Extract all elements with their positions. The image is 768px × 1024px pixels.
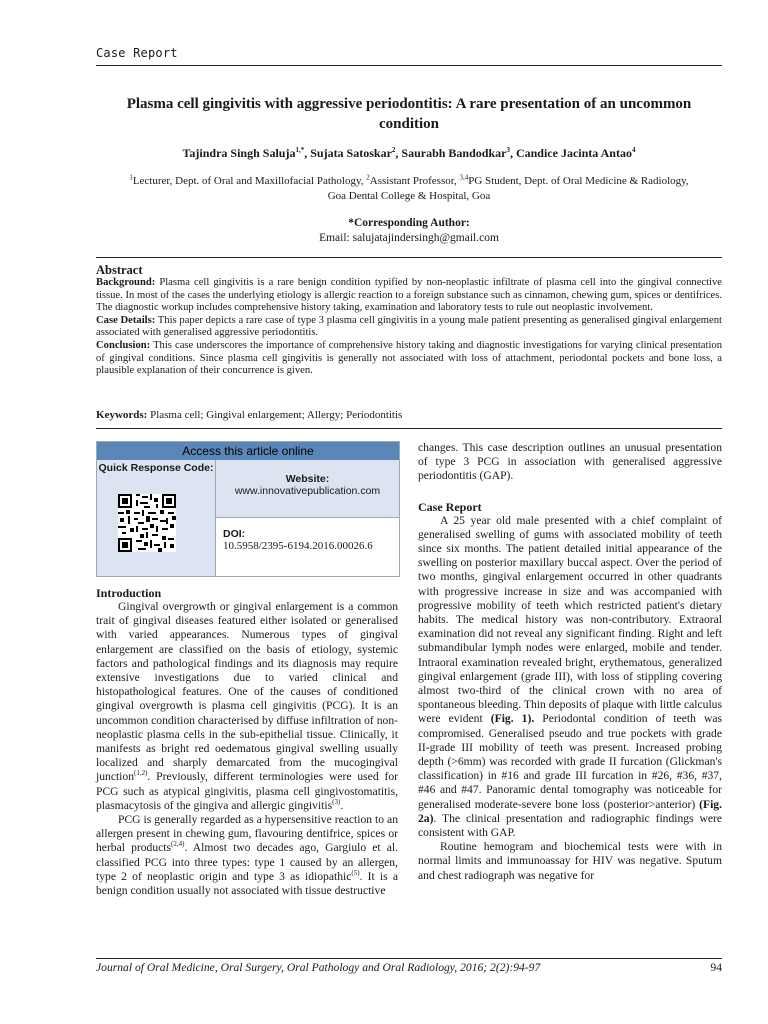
page-footer — [96, 961, 722, 974]
body-text: . The clinical presentation and radiographic findings were consistent with GAP. — [418, 811, 722, 840]
author-separator: , — [509, 146, 516, 160]
abstract-text: This paper depicts a rare case of type 3 plasma cell gingivitis in a young male patient presenting as generalised gingival enlargement associated with generalised aggressive periodontitis. — [96, 314, 722, 339]
author-superscript: 4 — [631, 146, 636, 154]
case-report-paragraph — [418, 514, 722, 841]
introduction-paragraph — [96, 813, 398, 898]
body-text: . Previously, different terminologies were used for PCG such as atypical gingivitis, plasma cell gingivostomatitis, plasmacytosis of the gingiva and allergic gingivitis — [96, 770, 398, 812]
website-link[interactable]: www.innovativepublication.com — [234, 485, 381, 497]
divider-line — [96, 428, 722, 429]
affiliation-number: 2 — [366, 173, 370, 182]
affiliation-line-1 — [96, 174, 722, 189]
author-separator: , — [395, 146, 402, 160]
abstract-label: Case Details: — [96, 314, 156, 326]
author-superscript: 2 — [391, 146, 396, 154]
section-label: Case Report — [96, 46, 178, 60]
citation-ref: (2,4) — [171, 840, 185, 849]
website-cell — [216, 460, 399, 518]
abstract-background — [96, 277, 722, 315]
keywords-label: Keywords: — [96, 409, 148, 421]
corresponding-author — [96, 216, 722, 246]
author-name: Tajindra Singh Saluja — [182, 146, 296, 160]
author-name: Candice Jacinta Antao — [515, 146, 632, 160]
affiliation-text: Assistant Professor, — [369, 175, 460, 187]
access-article-box — [96, 441, 400, 577]
affiliation-number: 3,4 — [459, 173, 469, 182]
introduction-heading: Introduction — [96, 586, 162, 600]
abstract-text: This case underscores the importance of comprehensive history taking and diagnostic investigations for varying clinical presentation of gingival conditions. Since plasma cell gingivitis is generally not associated with loss of attachment, periodontal pockets and bone loss, a plausible explanation of their concurrence is given. — [96, 339, 722, 377]
body-text: . It is a benign condition usually not associated with tissue destructive — [96, 869, 399, 898]
qr-label: Quick Response Code: — [98, 462, 214, 474]
body-text: . — [340, 798, 344, 812]
journal-citation: Journal of Oral Medicine, Oral Surgery, Oral Pathology and Oral Radiology, 2016; 2(2):94-97 — [96, 961, 541, 974]
qr-panel — [97, 460, 216, 576]
body-text: PCG is generally regarded as a hypersensitive reaction to an allergen present in chewing gum, flavouring dentifrice, spices or herbal products — [96, 813, 398, 855]
divider-line — [96, 257, 722, 258]
affiliations — [96, 174, 722, 204]
page-number: 94 — [710, 961, 722, 974]
abstract-label: Conclusion: — [96, 339, 151, 351]
footer-divider — [96, 958, 722, 959]
citation-ref: (1,2) — [134, 769, 148, 778]
abstract — [96, 263, 722, 378]
body-text: Periodontal condition of teeth was compromised. Generalised pseudo and true pockets with grade II-grade III mobility of teeth was present. Increased probing depth (>6mm) was recorded with grade II furcation (Glickman's classification) in #16 and grade III furcation in #26, #36, #37, #46 and #47. Panoramic dental tomography was noticeable for generalised moderate-severe bone loss (posterior>anterior) — [418, 712, 722, 811]
abstract-text: Plasma cell gingivitis is a rare benign condition typified by non-neoplastic infiltrate of plasma cell into the gingival connective tissue. In most of the cases the underlying etiology is allergic reaction to a foreign substance such as cinnamon, chewing gum, spices or dentifrices. The diagnostic workup includes comprehensive history taking, examination and laboratory tests to rule out neoplastic involvement. — [96, 277, 722, 314]
page-header — [96, 46, 722, 66]
body-text: A 25 year old male presented with a chief complaint of generalised swelling of gums with associated mobility of teeth since six months. The patient detailed initial appearance of the swelling on posterior maxillary buccal aspect. Over the period of two months, gingival enlargement occurred in other quadrants with progressive increase in size and was accompanied with progressive mobility of teeth which restricted patient's dietary habits. The medical history was non-contributory. Extraoral examination did not reveal any significant finding. Right and left submandibular lymph nodes were enlarged, mobile and tender. Intraoral examination revealed bright, erythematous, generalized gingival enlargement (grade III), with loss of stippling covering almost two-third of the clinical crown with no area of spontaneous bleeding. Thin deposits of plaque with little calculus were evident — [418, 513, 722, 726]
doi-link[interactable]: 10.5958/2395-6194.2016.00026.6 — [223, 540, 373, 552]
doi-cell — [216, 518, 399, 576]
affiliation-number: 1 — [129, 173, 133, 182]
keywords — [96, 409, 722, 421]
website-label: Website: — [285, 473, 330, 485]
article-page — [96, 0, 722, 1024]
author-superscript: 1,* — [295, 146, 305, 154]
affiliation-line-2: Goa Dental College & Hospital, Goa — [327, 190, 491, 202]
case-report-paragraph: Routine hemogram and biochemical tests were with in normal limits and immunoassay for HIV was negative. Sputum and chest radiograph was negative for — [418, 840, 722, 882]
abstract-conclusion — [96, 340, 722, 378]
figure-ref[interactable]: (Fig. 1). — [490, 712, 535, 726]
left-column — [96, 586, 398, 898]
article-title: Plasma cell gingivitis with aggressive periodontitis: A rare presentation of an uncommon condition — [126, 96, 692, 132]
corresponding-heading: *Corresponding Author: — [348, 217, 470, 229]
body-text: Gingival overgrowth or gingival enlargement is a common trait of gingival diseases featured either isolated or generalised with varied appearances. Numerous types of gingival enlargement are classified on the basis of etiology, systemic factors and pathological findings and its diagnosis may require extensive investigations due to varied clinical and histopathological features. One of the causes of conditioned gingival overgrowth is plasma cell gingivitis (PCG). It is an uncommon condition characterised by diffuse infiltration of non-neoplastic plasma cells in the sub-epithelial tissue. Clinically, it manifests as bright red oedematous gingival swelling usually localized and sharply demarcated from the mucogingival junction — [96, 600, 398, 784]
introduction-paragraph — [96, 600, 398, 813]
body-text: . Almost two decades ago, Gargiulo et al. classified PCG into three types: type 1 caused by an allergen, type 2 of neoplastic origin and type 3 as idiopathic — [96, 841, 398, 883]
author-list — [96, 146, 722, 161]
affiliation-text: Lecturer, Dept. of Oral and Maxillofacial Pathology, — [132, 175, 367, 187]
abstract-case — [96, 315, 722, 340]
abstract-heading: Abstract — [96, 263, 143, 277]
figure-ref[interactable]: (Fig. 2a) — [418, 797, 722, 825]
abstract-label: Background: — [96, 277, 156, 288]
continued-paragraph: changes. This case description outlines an unusual presentation of type 3 PCG in association with generalised aggressive periodontitis (GAP). — [418, 441, 722, 483]
right-column — [418, 441, 722, 883]
access-heading: Access this article online — [97, 442, 399, 460]
author-superscript: 3 — [506, 146, 510, 154]
author-separator: , — [304, 146, 311, 160]
qr-code-icon[interactable] — [118, 494, 176, 552]
author-name: Saurabh Bandodkar — [401, 146, 507, 160]
case-report-heading: Case Report — [418, 499, 482, 514]
keywords-text: Plasma cell; Gingival enlargement; Allergy; Periodontitis — [147, 409, 403, 421]
author-name: Sujata Satoskar — [310, 146, 392, 160]
corresponding-email: Email: salujatajindersingh@gmail.com — [319, 232, 499, 244]
citation-ref: (5) — [351, 869, 360, 877]
affiliation-text: PG Student, Dept. of Oral Medicine & Radiology, — [468, 175, 689, 187]
citation-ref: (3) — [332, 797, 341, 806]
doi-label: DOI: — [223, 528, 246, 540]
